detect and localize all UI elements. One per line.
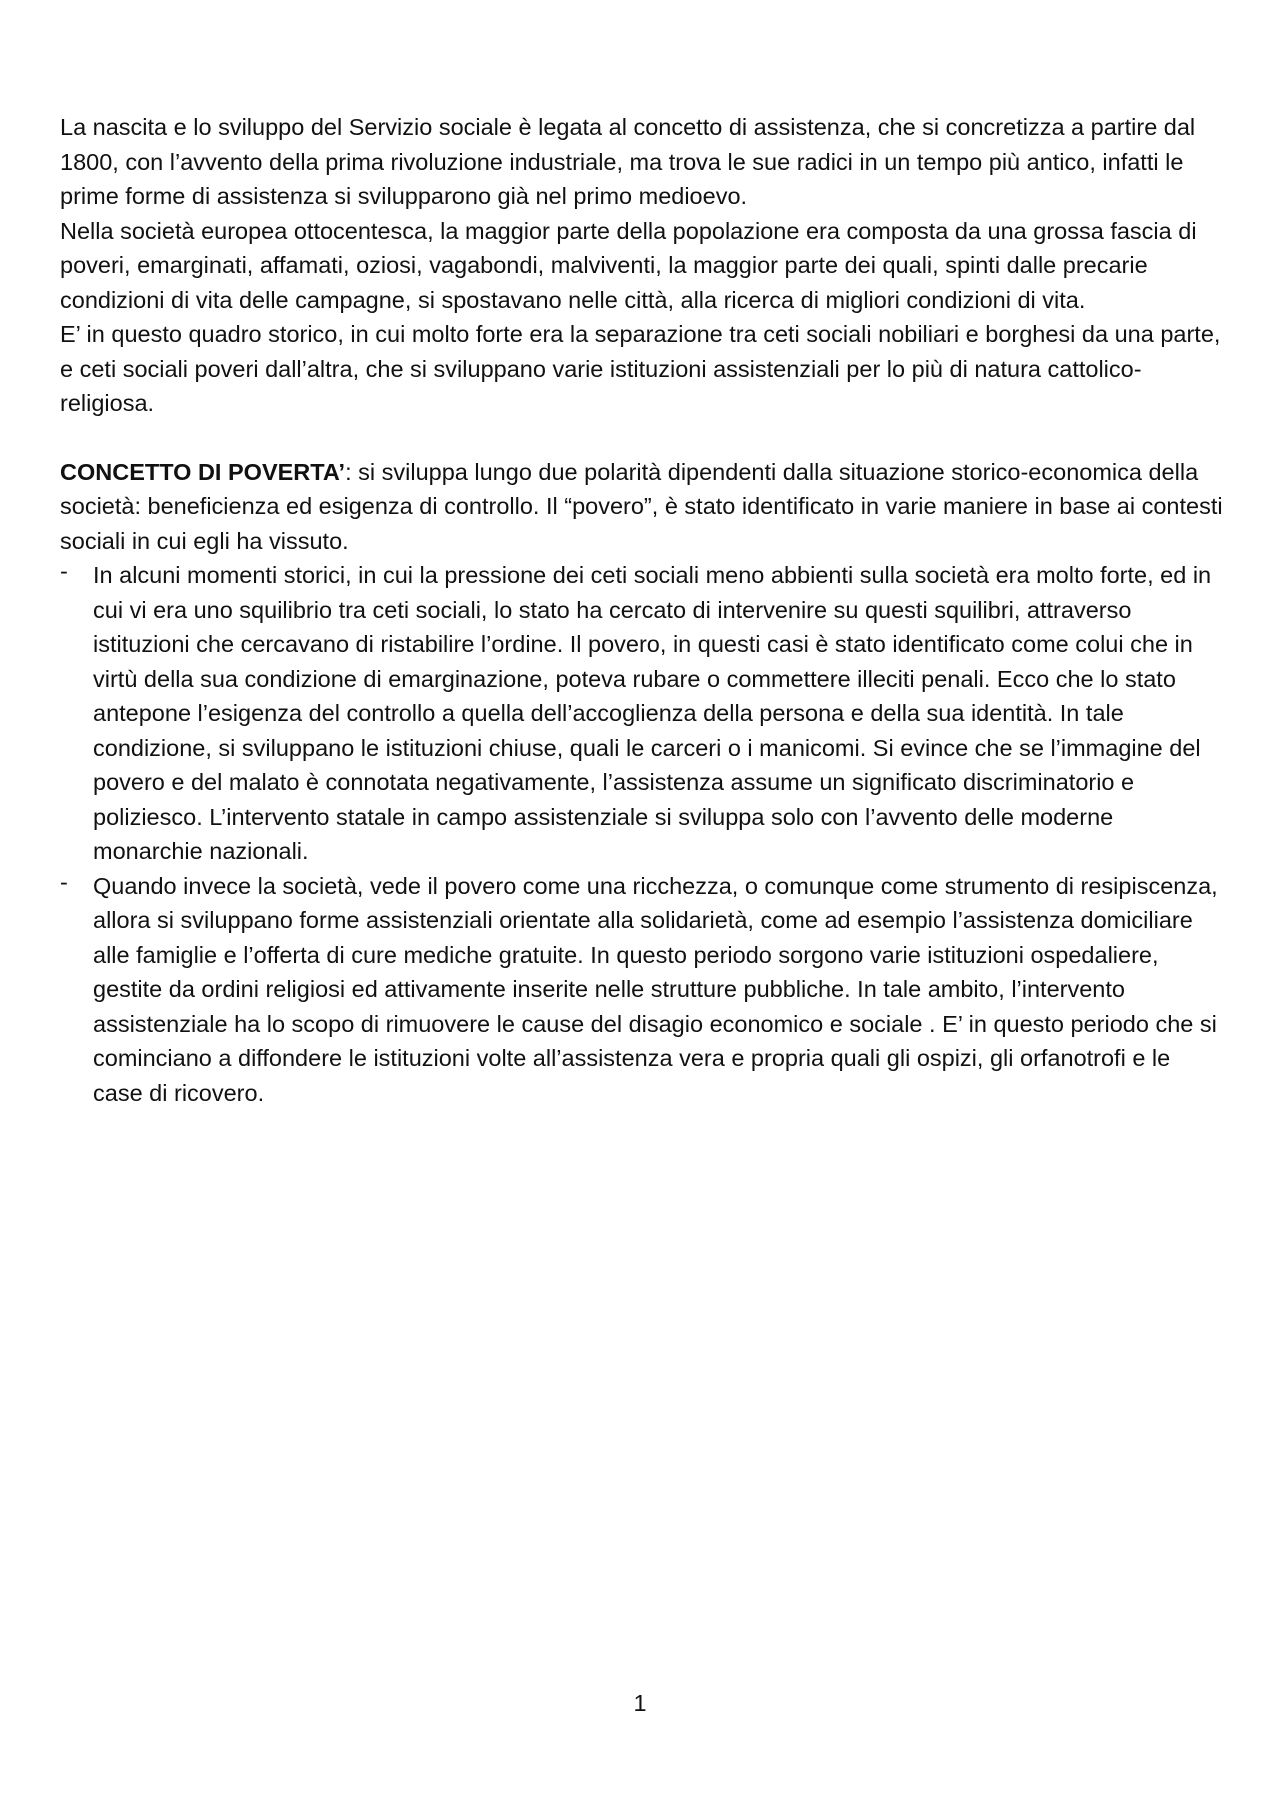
intro-paragraph-2: Nella società europea ottocentesca, la maggior parte della popolazione era composta da una grossa fascia di poveri, emarginati, affamati, oziosi, vagabondi, malviventi, la maggior parte dei quali, spinti dalle precarie condizioni di vita delle campagne, si spostavano nelle città, alla ricerca di migliori condizioni di vita. [60,217,1197,313]
intro-paragraph-1: La nascita e lo sviluppo del Servizio sociale è legata al concetto di assistenza, che si concretizza a partire dal 1800, con l’avvento della prima rivoluzione industriale, ma trova le sue radici in un tempo più antico, infatti le prime forme di assistenza si svilupparono già nel primo medioevo. [60,114,1196,209]
list-item-text: Quando invece la società, vede il povero come una ricchezza, o comunque come strumento di resipiscenza, allora si sviluppano forme assistenziali orientate alla solidarietà, come ad esempio l’assistenza domiciliare alle famiglie e l’offerta di cure mediche gratuite. In questo periodo sorgono varie istituzioni ospedaliere, gestite da ordini religiosi ed attivamente inserite nelle strutture pubbliche. In tale ambito, l’intervento assistenziale ha lo scopo di rimuovere le cause del disagio economico e sociale . E’ in questo periodo che si cominciano a diffondere le istituzioni volte all’assistenza vera e propria quali gli ospizi, gli orfanotrofi e le case di ricovero. [93,872,1218,1106]
document-page [60,110,1225,1110]
page-number: 1 [633,1690,647,1716]
dash-list [60,558,1225,1110]
concept-paragraph [60,455,1225,559]
concept-text: : si sviluppa lungo due polarità dipendenti dalla situazione storico-economica della società: beneficienza ed esigenza di controllo. Il “povero”, è stato identificato in varie maniere in base ai contesti sociali in cui egli ha vissuto. [60,458,1223,554]
list-item [60,869,1225,1111]
paragraph-spacer [60,421,1225,455]
intro-paragraph-3: E’ in questo quadro storico, in cui molto forte era la separazione tra ceti sociali nobiliari e borghesi da una parte, e ceti sociali poveri dall’altra, che si sviluppano varie istituzioni assistenziali per lo più di natura cattolico-religiosa. [60,321,1221,416]
dash-bullet: - [60,558,68,584]
list-item-text: In alcuni momenti storici, in cui la pressione dei ceti sociali meno abbienti sulla società era molto forte, ed in cui vi era uno squilibrio tra ceti sociali, lo stato ha cercato di intervenire su questi squilibri, attraverso istituzioni che cercavano di ristabilire l’ordine. Il povero, in questi casi è stato identificato come colui che in virtù della sua condizione di emarginazione, poteva rubare o commettere illeciti penali. Ecco che lo stato antepone l’esigenza del controllo a quella dell’accoglienza della persona e della sua identità. In tale condizione, si sviluppano le istituzioni chiuse, quali le carceri o i manicomi. Si evince che se l’immagine del povero e del malato è connotata negativamente, l’assistenza assume un significato discriminatorio e poliziesco. L’intervento statale in campo assistenziale si sviluppa solo con l’avvento delle moderne monarchie nazionali. [93,562,1212,864]
list-item [60,558,1225,869]
dash-bullet: - [60,868,68,895]
concept-heading: CONCETTO DI POVERTA’ [60,458,346,485]
